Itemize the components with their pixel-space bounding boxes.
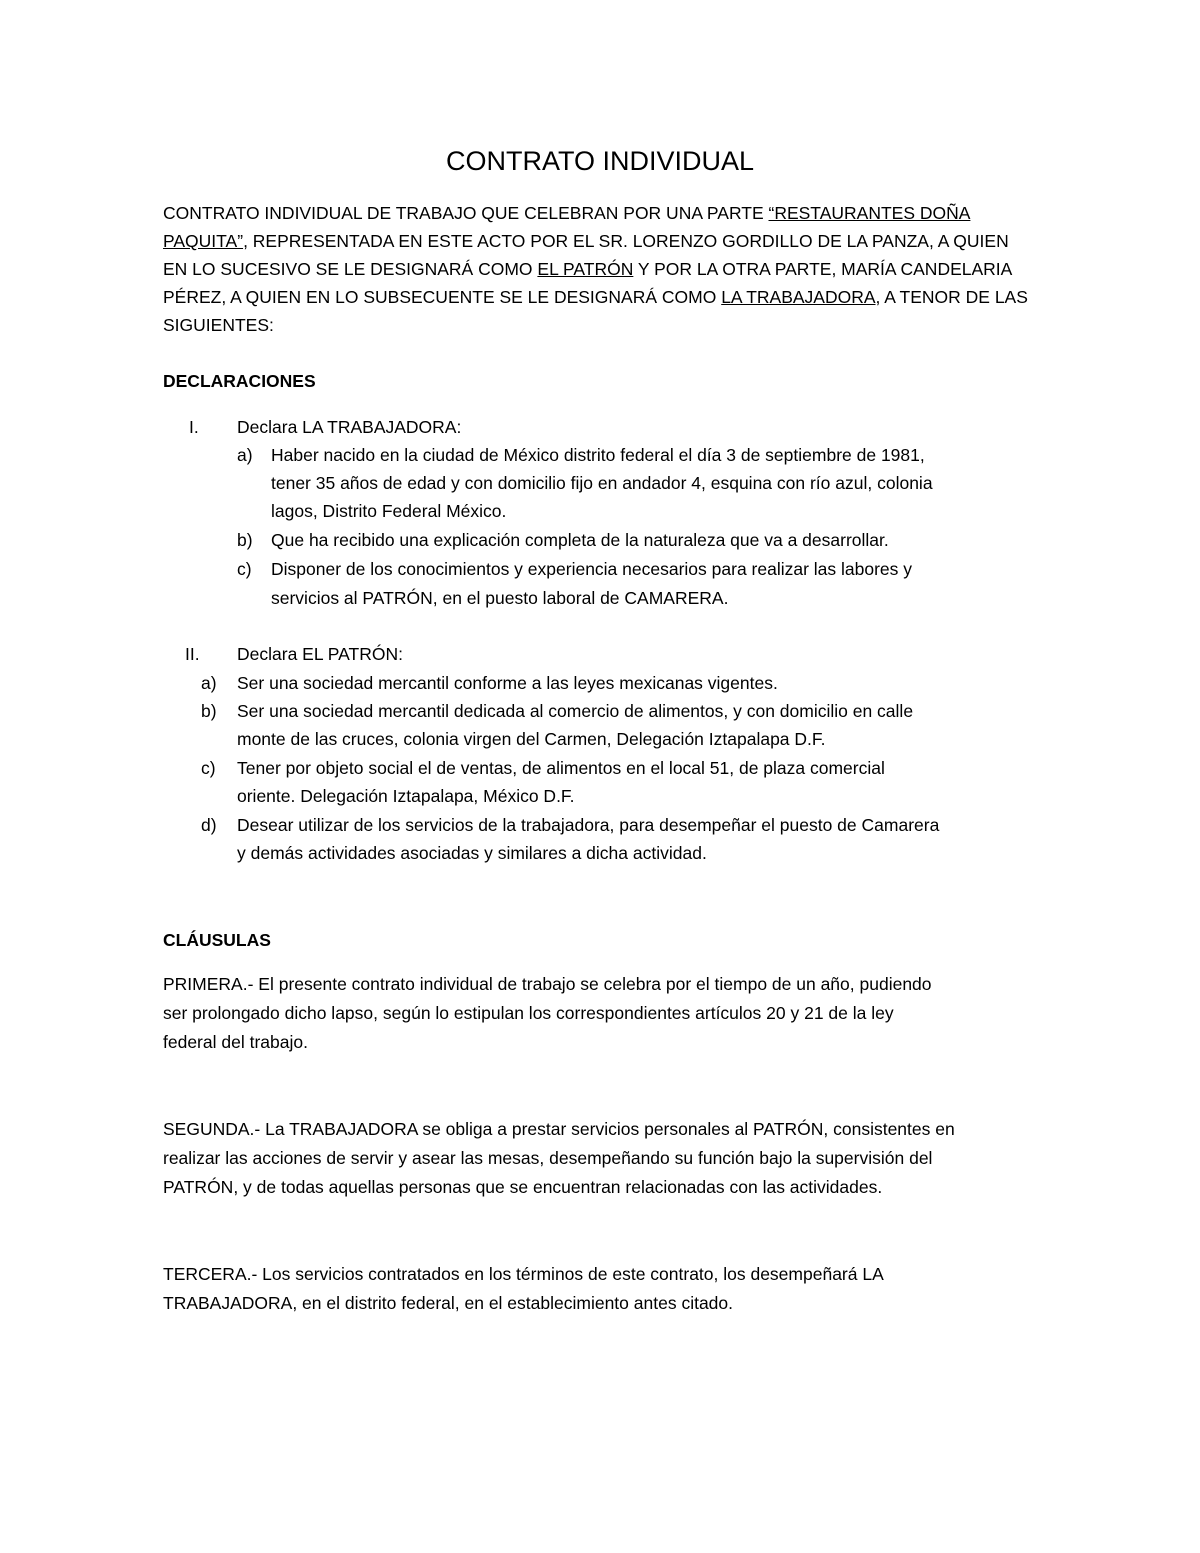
intro-line-5: SIGUIENTES:	[163, 315, 274, 335]
intro-text: , REPRESENTADA EN ESTE ACTO POR EL SR. LORENZO GORDILLO DE LA PANZA, A QUIEN	[243, 231, 1009, 251]
clausula-tercera-line: TRABAJADORA, en el distrito federal, en el establecimiento antes citado.	[163, 1293, 733, 1313]
clausula-primera-line: ser prolongado dicho lapso, según lo estipulan los correspondientes artículos 20 y 21 de la ley	[163, 1003, 894, 1023]
intro-text: Y POR LA OTRA PARTE, MARÍA CANDELARIA	[633, 259, 1013, 279]
list-marker: d)	[201, 815, 217, 835]
list-item-line: Haber nacido en la ciudad de México distrito federal el día 3 de septiembre de 1981,	[271, 445, 925, 465]
clausula-segunda-line: realizar las acciones de servir y asear las mesas, desempeñando su función bajo la supervisión del	[163, 1148, 933, 1168]
clausula-primera-line: federal del trabajo.	[163, 1032, 308, 1052]
section-title: Declara LA TRABAJADORA:	[237, 417, 462, 437]
document-title: CONTRATO INDIVIDUAL	[445, 146, 755, 176]
clausula-segunda-line: SEGUNDA.- La TRABAJADORA se obliga a prestar servicios personales al PATRÓN, consistentes en	[163, 1119, 955, 1139]
section-numeral: I.	[189, 417, 199, 437]
section-numeral: II.	[185, 644, 200, 664]
list-item-line: Desear utilizar de los servicios de la trabajadora, para desempeñar el puesto de Camarera	[237, 815, 940, 835]
list-item-line: lagos, Distrito Federal México.	[271, 501, 507, 521]
list-item-line: monte de las cruces, colonia virgen del Carmen, Delegación Iztapalapa D.F.	[237, 729, 826, 749]
intro-line-1	[163, 199, 970, 227]
intro-text: CONTRATO INDIVIDUAL DE TRABAJO QUE CELEBRAN POR UNA PARTE	[163, 203, 769, 223]
list-marker: b)	[201, 701, 217, 721]
list-item-line: Ser una sociedad mercantil dedicada al comercio de alimentos, y con domicilio en calle	[237, 701, 914, 721]
company-name-end: PAQUITA”	[163, 231, 244, 251]
clausulas-heading: CLÁUSULAS	[163, 930, 271, 950]
list-item-line: Que ha recibido una explicación completa de la naturaleza que va a desarrollar.	[271, 530, 889, 550]
list-marker: c)	[201, 758, 216, 778]
intro-text: PÉREZ, A QUIEN EN LO SUBSECUENTE SE LE DESIGNARÁ COMO	[163, 287, 722, 307]
declaraciones-heading: DECLARACIONES	[163, 371, 316, 391]
list-item-line: Disponer de los conocimientos y experiencia necesarios para realizar las labores y	[271, 559, 913, 579]
intro-text: , A TENOR DE LAS	[875, 287, 1028, 307]
list-marker: c)	[237, 559, 252, 579]
list-item-line: y demás actividades asociadas y similares a dicha actividad.	[237, 843, 707, 863]
clausula-segunda-line: PATRÓN, y de todas aquellas personas que se encuentran relacionadas con las actividades.	[163, 1177, 883, 1197]
clausula-tercera-line: TERCERA.- Los servicios contratados en los términos de este contrato, los desempeñará LA	[163, 1264, 884, 1284]
list-marker: a)	[201, 673, 217, 693]
intro-text: EN LO SUCESIVO SE LE DESIGNARÁ COMO	[163, 259, 538, 279]
list-item-line: oriente. Delegación Iztapalapa, México D.F.	[237, 786, 575, 806]
list-marker: a)	[237, 445, 253, 465]
list-marker: b)	[237, 530, 253, 550]
el-patron-term: EL PATRÓN	[537, 259, 634, 279]
section-title: Declara EL PATRÓN:	[237, 644, 403, 664]
list-item-line: Ser una sociedad mercantil conforme a las leyes mexicanas vigentes.	[237, 673, 778, 693]
list-item-line: Tener por objeto social el de ventas, de alimentos en el local 51, de plaza comercial	[237, 758, 885, 778]
intro-line-4	[163, 283, 1028, 311]
intro-line-3	[163, 255, 1012, 283]
la-trabajadora-term: LA TRABAJADORA	[721, 287, 876, 307]
intro-line-2	[163, 227, 1009, 255]
clausula-primera-line: PRIMERA.- El presente contrato individual de trabajo se celebra por el tiempo de un año, pudiendo	[163, 974, 932, 994]
company-name: “RESTAURANTES DOÑA	[768, 203, 971, 223]
list-item-line: tener 35 años de edad y con domicilio fijo en andador 4, esquina con río azul, colonia	[271, 473, 933, 493]
list-item-line: servicios al PATRÓN, en el puesto laboral de CAMARERA.	[271, 588, 729, 608]
